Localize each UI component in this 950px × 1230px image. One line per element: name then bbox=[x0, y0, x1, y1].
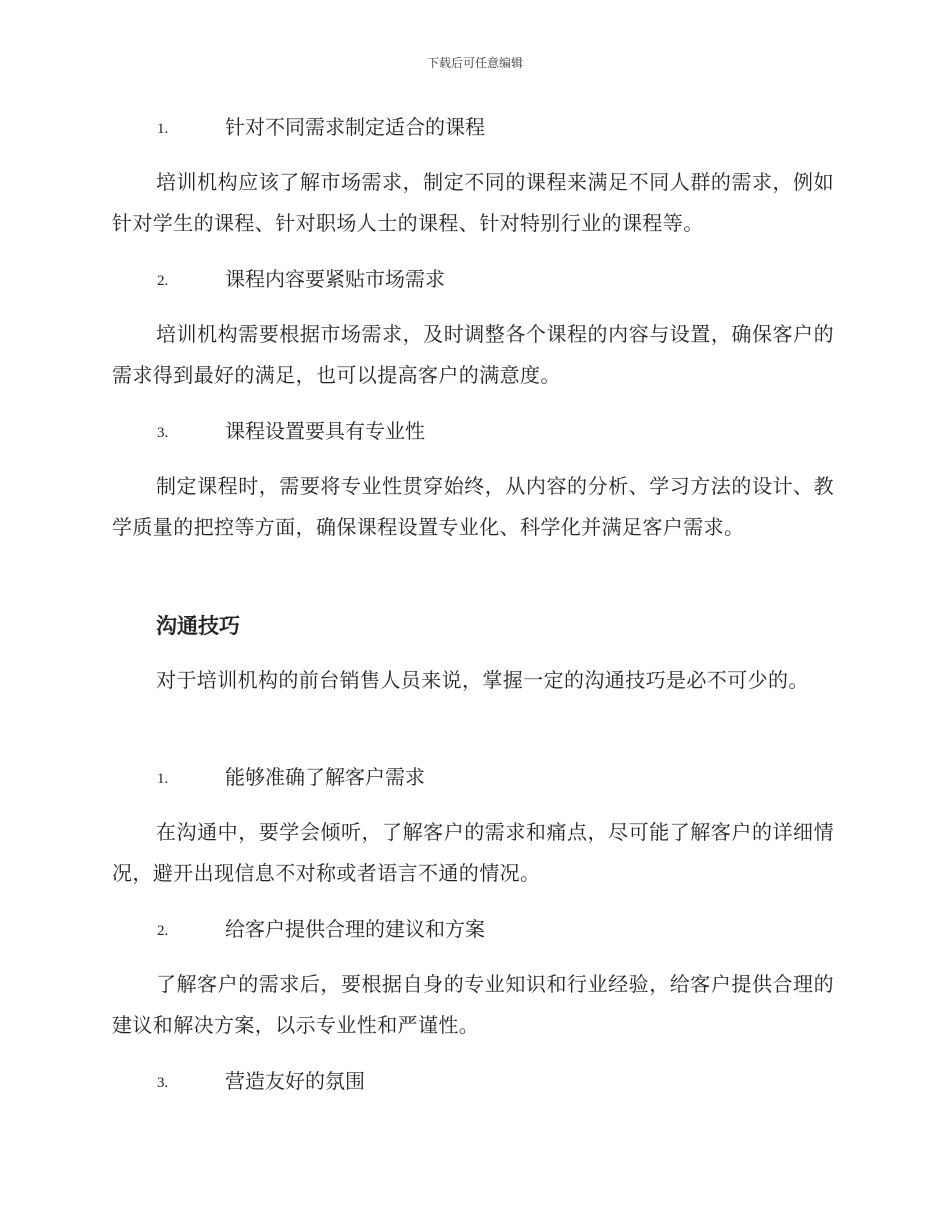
list-number: 2. bbox=[157, 273, 169, 289]
list-number: 3. bbox=[157, 425, 169, 441]
paragraph-2: 培训机构需要根据市场需求，及时调整各个课程的内容与设置，确保客户的需求得到最好的满足，也可以提高客户的满意度。 bbox=[112, 322, 834, 387]
list-number: 3. bbox=[157, 1075, 169, 1091]
paragraph-4: 对于培训机构的前台销售人员来说，掌握一定的沟通技巧是必不可少的。 bbox=[156, 668, 809, 692]
page-header: 下载后可任意编辑 bbox=[426, 56, 523, 70]
list-item-title: 能够准确了解客户需求 bbox=[225, 765, 425, 789]
paragraph-5: 在沟通中，要学会倾听，了解客户的需求和痛点，尽可能了解客户的详细情况，避开出现信息不对称或者语言不通的情况。 bbox=[112, 820, 834, 885]
paragraph-6: 了解客户的需求后，要根据自身的专业知识和行业经验，给客户提供合理的建议和解决方案，以示专业性和严谨性。 bbox=[112, 972, 834, 1037]
paragraph-1: 培训机构应该了解市场需求，制定不同的课程来满足不同人群的需求，例如针对学生的课程、针对职场人士的课程、针对特别行业的课程等。 bbox=[112, 170, 834, 235]
list-item-title: 营造友好的氛围 bbox=[225, 1069, 365, 1093]
list-number: 1. bbox=[157, 771, 169, 787]
list-item-title: 课程设置要具有专业性 bbox=[225, 419, 425, 443]
section-heading: 沟通技巧 bbox=[156, 614, 240, 638]
list-number: 2. bbox=[157, 923, 169, 939]
list-item-title: 课程内容要紧贴市场需求 bbox=[225, 267, 445, 291]
list-number: 1. bbox=[157, 121, 169, 137]
list-item-title: 给客户提供合理的建议和方案 bbox=[225, 917, 485, 941]
paragraph-3: 制定课程时，需要将专业性贯穿始终，从内容的分析、学习方法的设计、教学质量的把控等方面，确保课程设置专业化、科学化并满足客户需求。 bbox=[112, 474, 834, 539]
list-item-title: 针对不同需求制定适合的课程 bbox=[225, 115, 485, 139]
